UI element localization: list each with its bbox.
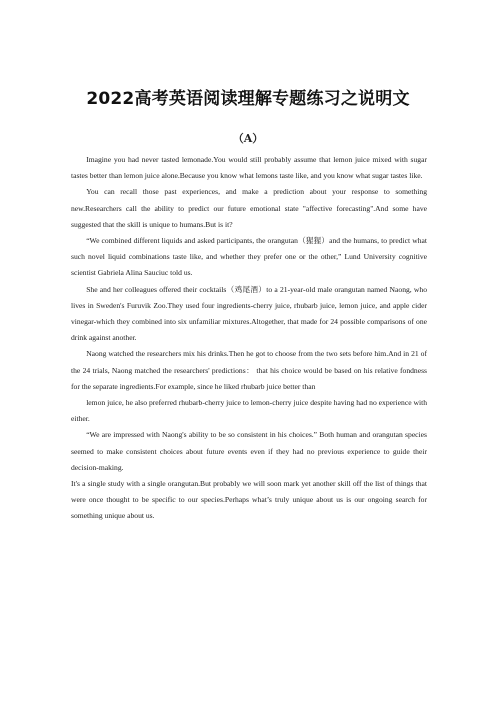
article-body xyxy=(71,152,427,525)
paragraph: “We are impressed with Naong's ability to be so consistent in his choices.” Both human and orangutan species seemed to make consistent choices about future events even if they had no previous experience to guide their decision-making. xyxy=(71,430,427,472)
paragraph: You can recall those past experiences, and make a prediction about your response to something new.Researchers call the ability to predict our future emotional state "affective forecasting".And some have suggested that the skill is unique to humans.But is it? xyxy=(71,187,427,229)
paragraph: She and her colleagues offered their cocktails（鸡尾酒）to a 21-year-old male orangutan named Naong, who lives in Sweden's Furuvik Zoo.They used four ingredients-cherry juice, rhubarb juice, lemon juice, and apple cider vinegar-which they combined into six unfamiliar mixtures.Altogether, that made for 24 possible comparisons of one drink against another. xyxy=(71,284,427,343)
paragraph: lemon juice, he also preferred rhubarb-cherry juice to lemon-cherry juice despite having had no experience with either. xyxy=(71,398,427,424)
document-title: 2022高考英语阅读理解专题练习之说明文 xyxy=(86,89,410,109)
paragraph: “We combined different liquids and asked participants, the orangutan（猩猩）and the humans, to predict what such novel liquid combinations taste like, and whether they prefer one or the other,” Lund University cognitive scientist Gabriela Alina Sauciuc told us. xyxy=(71,236,427,278)
paragraph: Naong watched the researchers mix his drinks.Then he got to choose from the two sets before him.And in 21 of the 24 trials, Naong matched the researchers' predictions： that his choice would be based on his relative fondness for the separate ingredients.For example, since he liked rhubarb juice better than xyxy=(71,349,427,391)
paragraph: It's a single study with a single orangutan.But probably we will soon mark yet another skill off the list of things that were once thought to be specific to our species.Perhaps what’s truly unique about us is our ongoing search for something unique about us. xyxy=(71,479,427,521)
paragraph: Imagine you had never tasted lemonade.You would still probably assume that lemon juice mixed with sugar tastes better than lemon juice alone.Because you know what lemons taste like, and you know what sugar tastes like. xyxy=(71,155,427,181)
section-label: （A） xyxy=(232,132,264,145)
